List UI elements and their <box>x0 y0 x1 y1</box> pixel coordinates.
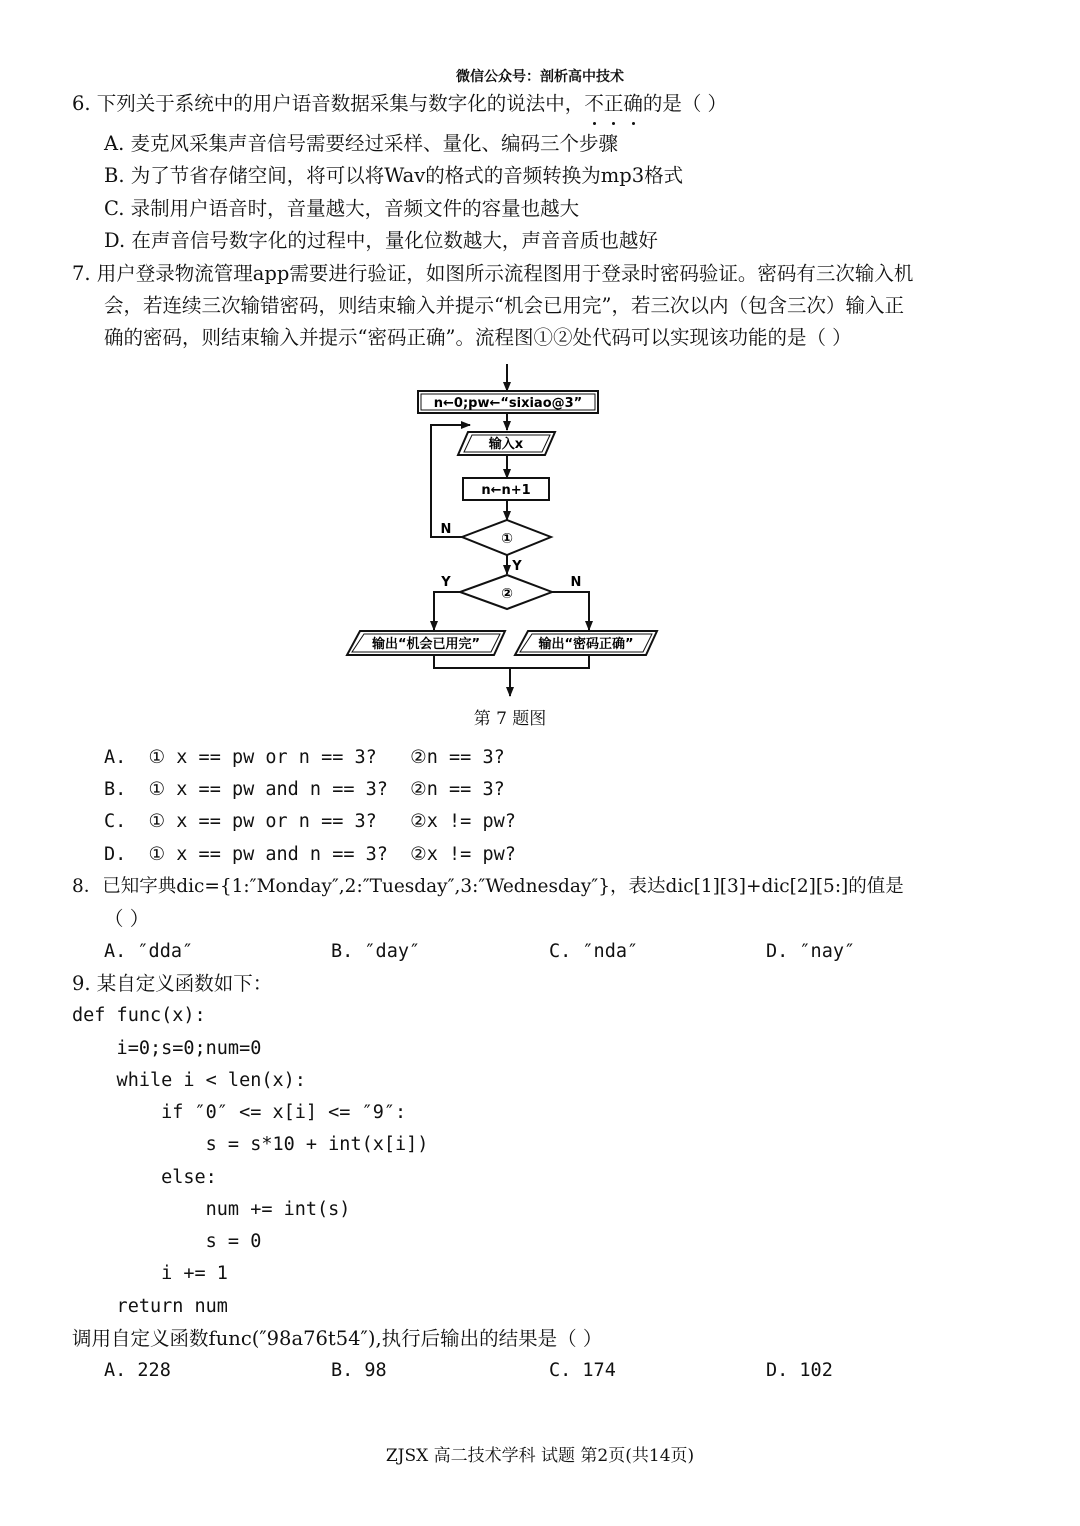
q7-stem-line-1: 7. 用户登录物流管理app需要进行验证，如图所示流程图用于登录时密码验证。密码有三次输入机 <box>72 262 914 285</box>
q7-option-a: A. ① x == pw or n == 3? ②n == 3? <box>104 747 505 768</box>
q8-option-b: B. ″day″ <box>331 941 421 962</box>
q9-stem: 9. 某自定义函数如下： <box>72 972 273 995</box>
flow-decision-2-label: ② <box>501 586 513 602</box>
q8-stem: 8．已知字典dic={1:″Monday″,2:″Tuesday″,3:″Wednesday″}，表达dic[1][3]+dic[2][5:]的值是 <box>72 876 904 897</box>
q7-figure-caption: 第 7 题图 <box>473 709 547 729</box>
q9-code-line: if ″0″ <= x[i] <= ″9″: <box>72 1102 407 1123</box>
q9-option-c: C. 174 <box>549 1360 616 1381</box>
page-header: 微信公众号：剖析高中技术 <box>456 69 624 85</box>
q9-code-line: s = s*10 + int(x[i]) <box>72 1134 429 1155</box>
q7-option-d: D. ① x == pw and n == 3? ②x != pw? <box>104 844 516 865</box>
q6-emph-2: 正 <box>604 90 624 118</box>
q7-flowchart <box>330 360 690 702</box>
q8-option-a: A. ″dda″ <box>104 941 194 962</box>
q6-option-b: B. 为了节省存储空间，将可以将Wav的格式的音频转换为mp3格式 <box>104 164 684 187</box>
q6-option-a: A. 麦克风采集声音信号需要经过采样、量化、编码三个步骤 <box>104 132 618 155</box>
flow-decision-1-label: ① <box>501 531 513 547</box>
q8-blank: （ ） <box>104 907 150 930</box>
q9-code-line: i += 1 <box>72 1263 228 1284</box>
q9-code-line: def func(x): <box>72 1005 206 1026</box>
q6-stem-pre: 6. 下列关于系统中的用户语音数据采集与数字化的说法中， <box>72 92 585 115</box>
flow-label-y2: Y <box>441 575 451 590</box>
flow-input-label: 输入x <box>488 437 524 452</box>
flow-arrow-left <box>434 592 460 630</box>
q6-emph-3: 确 <box>623 90 643 118</box>
q6-option-d: D. 在声音信号数字化的过程中，量化位数越大，声音音质也越好 <box>104 229 658 252</box>
q8-option-d: D. ″nay″ <box>766 941 856 962</box>
flow-arrow-right <box>552 592 589 630</box>
q9-code-line: else: <box>72 1167 217 1188</box>
q9-call: 调用自定义函数func(″98a76t54″),执行后输出的结果是（ ） <box>72 1327 603 1350</box>
q9-code-line: while i < len(x): <box>72 1070 306 1091</box>
q7-stem-line-3: 确的密码，则结束输入并提示“密码正确”。流程图①②处代码可以实现该功能的是（ ） <box>104 326 852 349</box>
page-footer: ZJSX 高二技术学科 试题 第2页(共14页) <box>385 1446 695 1466</box>
flow-label-n2: N <box>570 575 582 590</box>
q9-code-line: return num <box>72 1296 228 1317</box>
q7-stem-line-2: 会，若连续三次输错密码，则结束输入并提示“机会已用完”，若三次以内（包含三次）输入正 <box>104 294 904 317</box>
q9-option-b: B. 98 <box>331 1360 387 1381</box>
q9-option-d: D. 102 <box>766 1360 833 1381</box>
flow-init-label: n←0;pw←“sixiao@3” <box>433 396 583 411</box>
q6-emph-1: 不 <box>584 90 604 118</box>
q9-code-line: num += int(s) <box>72 1199 351 1220</box>
q6-option-c: C. 录制用户语音时，音量越大，音频文件的容量也越大 <box>104 197 580 220</box>
flow-output-right-label: 输出“密码正确” <box>538 637 634 652</box>
flow-merge-line <box>434 655 589 668</box>
q6-stem-post: 的是（ ） <box>642 92 728 115</box>
q6-stem <box>72 90 727 118</box>
flow-output-left-label: 输出“机会已用完” <box>371 637 481 652</box>
q9-code-line: s = 0 <box>72 1231 262 1252</box>
q8-option-c: C. ″nda″ <box>549 941 639 962</box>
flow-label-n1: N <box>440 522 452 537</box>
q7-option-b: B. ① x == pw and n == 3? ②n == 3? <box>104 779 505 800</box>
q9-option-a: A. 228 <box>104 1360 171 1381</box>
q7-option-c: C. ① x == pw or n == 3? ②x != pw? <box>104 811 516 832</box>
flow-label-y1: Y <box>512 559 522 574</box>
flow-increment-label: n←n+1 <box>481 483 531 498</box>
q9-code-line: i=0;s=0;num=0 <box>72 1038 262 1059</box>
